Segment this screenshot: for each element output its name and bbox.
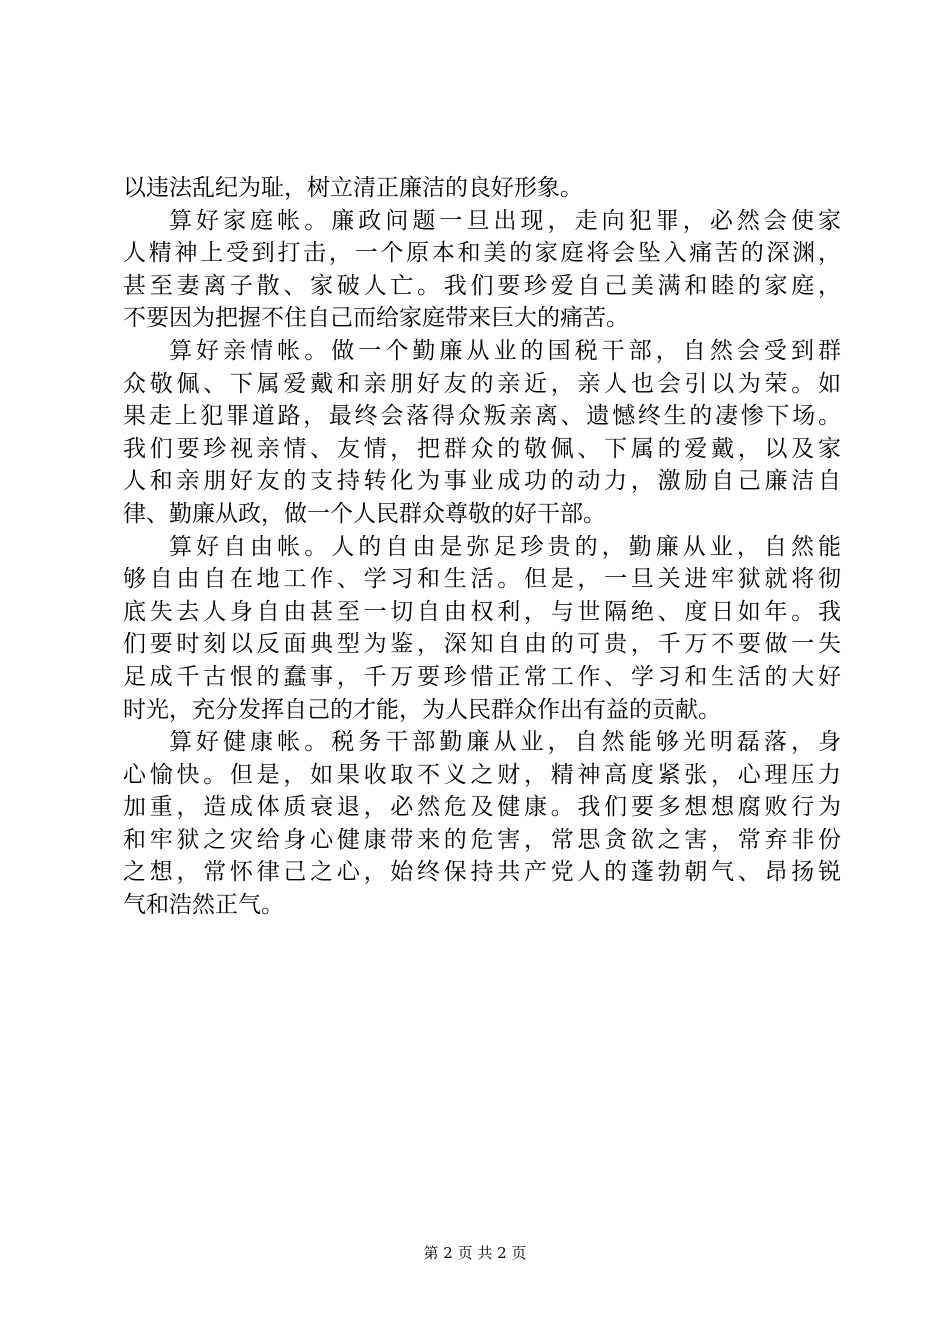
paragraph-line: 律、勤廉从政，做一个人民群众尊敬的好干部。 [123, 500, 606, 527]
paragraph-line: 算好自由帐。人的自由是弥足珍贵的，勤廉从业，自然能 [169, 533, 841, 560]
paragraph-line: 众敬佩、下属爱戴和亲朋好友的亲近，亲人也会引以为荣。如 [123, 370, 841, 397]
paragraph-line: 算好亲情帐。做一个勤廉从业的国税干部，自然会受到群 [169, 337, 841, 364]
paragraph-line: 果走上犯罪道路，最终会落得众叛亲离、遗憾终生的凄惨下场。 [123, 403, 841, 430]
paragraph-line: 不要因为把握不住自己而给家庭带来巨大的痛苦。 [123, 305, 629, 332]
paragraph-line: 我们要珍视亲情、友情，把群众的敬佩、下属的爱戴，以及家 [123, 435, 841, 462]
paragraph-line: 算好健康帐。税务干部勤廉从业，自然能够光明磊落，身 [169, 729, 841, 756]
paragraph-line: 心愉快。但是，如果收取不义之财，精神高度紧张，心理压力 [123, 761, 841, 788]
paragraph-line: 够自由自在地工作、学习和生活。但是，一旦关进牢狱就将彻 [123, 566, 841, 593]
paragraph-line: 加重，造成体质衰退，必然危及健康。我们要多想想腐败行为 [123, 794, 841, 821]
paragraph-line: 之想，常怀律己之心，始终保持共产党人的蓬勃朝气、昂扬锐 [123, 859, 841, 886]
document-body [123, 172, 841, 922]
paragraph-line: 以违法乱纪为耻，树立清正廉洁的良好形象。 [123, 175, 583, 201]
page-number-footer: 第 2 页 共 2 页 [423, 1244, 527, 1262]
paragraph-line: 底失去人身自由甚至一切自由权利，与世隔绝、度日如年。我 [123, 598, 841, 625]
paragraph-line: 时光，充分发挥自己的才能，为人民群众作出有益的贡献。 [123, 696, 721, 723]
paragraph-line: 们要时刻以反面典型为鉴，深知自由的可贵，千万不要做一失 [123, 631, 841, 658]
paragraph-line: 甚至妻离子散、家破人亡。我们要珍爱自己美满和睦的家庭， [123, 272, 841, 299]
paragraph-line: 和牢狱之灾给身心健康带来的危害，常思贪欲之害，常弃非份 [123, 826, 841, 853]
paragraph-line: 算好家庭帐。廉政问题一旦出现，走向犯罪，必然会使家 [169, 207, 841, 234]
paragraph-line: 气和浩然正气。 [123, 892, 284, 919]
paragraph-line: 足成千古恨的蠢事，千万要珍惜正常工作、学习和生活的大好 [123, 663, 841, 690]
paragraph-line: 人精神上受到打击，一个原本和美的家庭将会坠入痛苦的深渊， [123, 240, 841, 267]
paragraph-line: 人和亲朋好友的支持转化为事业成功的动力，激励自己廉洁自 [123, 468, 841, 495]
